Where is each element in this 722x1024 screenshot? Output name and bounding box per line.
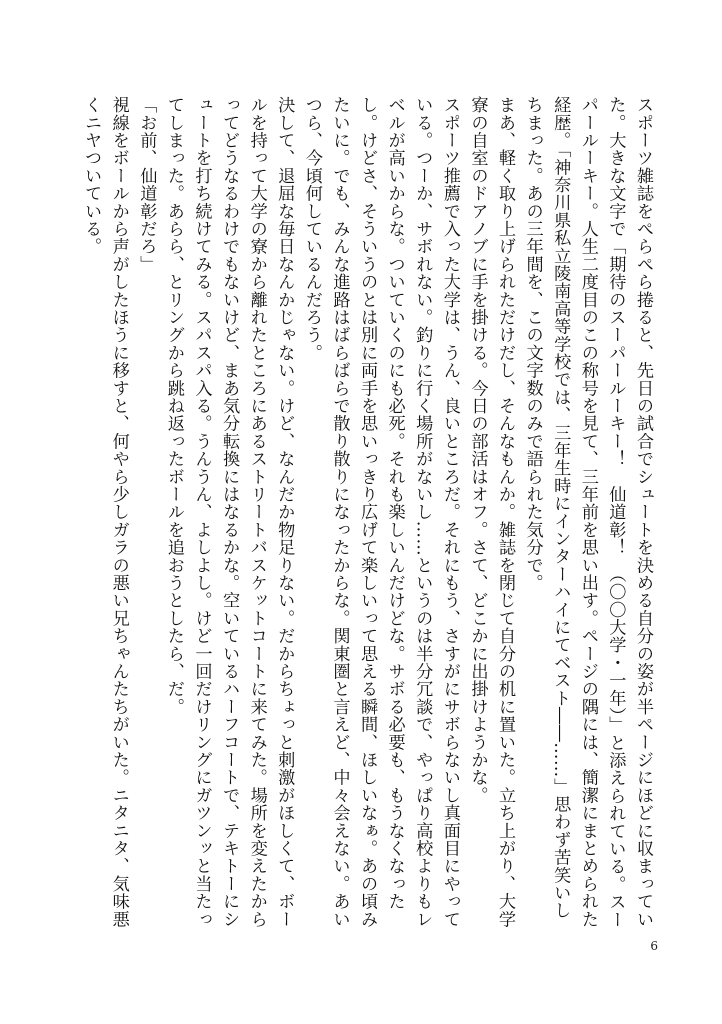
paragraph-5-dialogue: 「お前、仙道彰だろ」 bbox=[136, 96, 157, 273]
page-number: 6 bbox=[650, 939, 658, 953]
paragraph-6: 視線をボールから声がしたほうに移すと、何やら少しガラの悪い兄ちゃんたちがいた。ニタニタ、気味悪くニヤついている。 bbox=[81, 96, 129, 928]
paragraph-2: まあ、軽く取り上げられただけだし、そんなもんか。雑誌を閉じて自分の机に置いた。立ち上がり、大学寮の自室のドアノブに手を掛ける。今日の部活はオフ。さて、どこかに出掛けようかな。 bbox=[467, 96, 516, 928]
vertical-text-body bbox=[81, 96, 656, 936]
paragraph-1: スポーツ雑誌をぺらぺら捲ると、先日の試合でシュートを決める自分の姿が半ページにほどに収まっていた。大きな文字で「期待のスーパールーキー！ 仙道彰！ （〇〇大学・一年）」と添えられている。スーパールーキー。人生二度目のこの称号を見て、三年前を思い出す。ページの隅には、簡潔にまとめられた経歴。「神奈川県私立陵南高等学校では、三年生時にインターハイにてベスト――……」思わず苦笑いしちまった。あの三年間を、この文字数のみで語られた気分で。 bbox=[522, 96, 653, 929]
paragraph-4: 決して、退屈な毎日なんかじゃない。けど、なんだか物足りない。だからちょっと刺激がほしくて、ボールを持って大学の寮から離れたところにあるストリートバスケットコートに来てみた。場所を変えたからってどうなるわけでもないけど、まあ気分転換にはなるかな。空いているハーフコートで、テキトーにシュートを打ち続けてみる。スパスパ入る。うんうん、よしよし。けど一回だけリングにガツンッと当たってしまった。あらら、とリングから跳ね返ったボールを追おうとしたら、だ。 bbox=[163, 96, 295, 928]
paragraph-3: スポーツ推薦で入った大学は、うん、良いところだ。それにもう、さすがにサボらないし真面目にやっている。つーか、サボれない。釣りに行く場所がないし……というのは半分冗談で、やっぱり高校よりもレベルが高いからな。ついていくのにも必死。それも楽しいんだけどな。サボる必要も、もうなくなったし。けどさ、そういうのとは別に両手を思いっきり広げて楽しいって思える瞬間、ほしいなぁ。あの頃みたいに。でも、みんな進路はばらばらで散り散りになったからな。関東圏と言えど、中々会えない。あいつら、今頃何しているんだろう。 bbox=[301, 96, 460, 928]
